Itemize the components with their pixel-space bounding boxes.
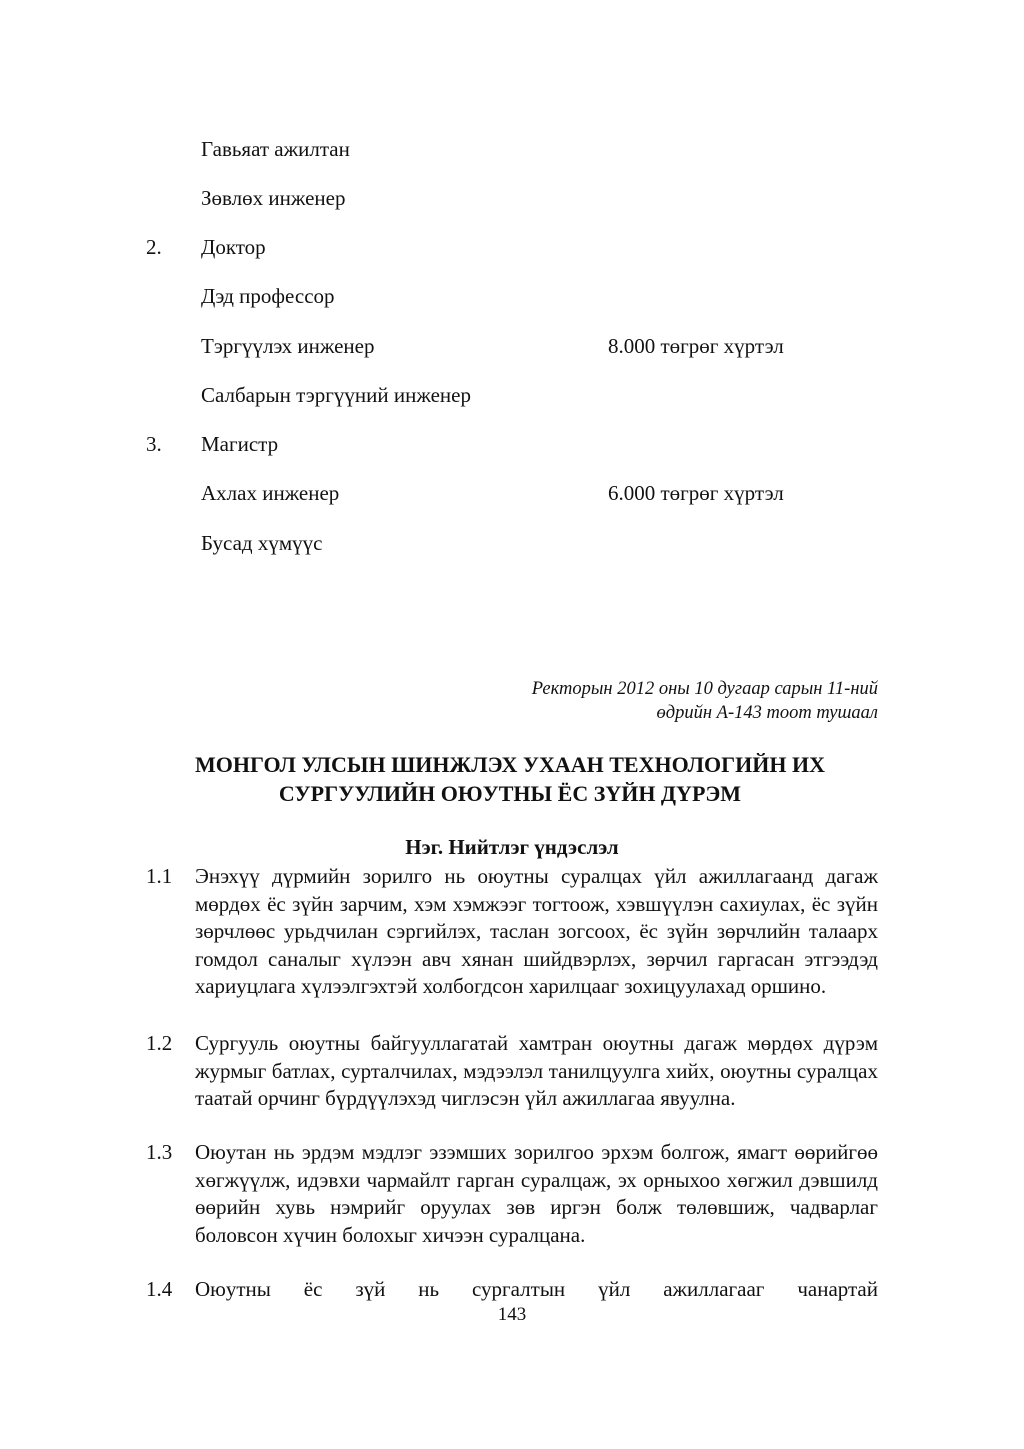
list-item-label: Салбарын тэргүүний инженер [201, 383, 471, 407]
list-item-number: 3. [146, 432, 162, 456]
page-number: 143 [497, 1304, 527, 1325]
list-item-label: Дэд профессор [201, 284, 335, 308]
section-title: Нэг. Нийтлэг үндэслэл [405, 835, 619, 859]
list-item-label: Ахлах инженер [201, 481, 340, 505]
paragraph-text: Сургууль оюутны байгууллагатай хамтран оюутны дагаж мөрдөх дүрэм журмыг батлах, сурталчилах, мэдээлэл танилцуулга хийх, оюутны суралцах таатай орчинг бүрдүүлэхэд чиглэсэн үйл ажиллагаа явуулна. [195, 1031, 878, 1111]
paragraph-text: Энэхүү дүрмийн зорилго нь оюутны суралцах үйл ажиллагаанд дагаж мөрдөх ёс зүйн зарчим, хэм хэмжээг тогтоож, хэвшүүлэн сахиулах, ёс зүйн зөрчлөөс урьдчилан сэргийлэх, таслан зогсоох, ёс зүйн зөрчлийн талаарх гомдол саналыг хүлээн авч хянан шийдвэрлэх, зөрчил гаргасан этгээдэд хариуцлага хүлээлгэхтэй холбогдсон харилцааг зохицуулахад оршино. [195, 864, 878, 999]
list-item-value: 6.000 төгрөг хүртэл [608, 481, 784, 505]
paragraph-text: Оюутан нь эрдэм мэдлэг эзэмших зорилгоо эрхэм болгож, ямагт өөрийгөө хөгжүүлж, идэвхи чармайлт гарган суралцаж, эх орныхоо хөгжил дэвшилд өөрийн хувь нэмрийг оруулах зөв иргэн болж төлөвшиж, чадварлаг боловсон хүчин болохыг хичээн суралцана. [195, 1140, 878, 1247]
list-item-label: Тэргүүлэх инженер [201, 334, 375, 358]
order-reference-line2: өдрийн А-143 тоот тушаал [656, 703, 878, 723]
list-item-label: Бусад хүмүүс [201, 531, 323, 555]
list-item-number: 2. [146, 235, 162, 259]
list-item-label: Зөвлөх инженер [201, 186, 346, 210]
paragraph-number: 1.1 [146, 864, 173, 888]
paragraph-number: 1.2 [146, 1031, 173, 1055]
list-item-label: Доктор [201, 235, 266, 259]
document-title-line1: МОНГОЛ УЛСЫН ШИНЖЛЭХ УХААН ТЕХНОЛОГИЙН ИХ [195, 752, 825, 777]
list-item-label: Магистр [201, 432, 279, 456]
list-item-value: 8.000 төгрөг хүртэл [608, 334, 784, 358]
document-title-line2: СУРГУУЛИЙН ОЮУТНЫ ЁС ЗҮЙН ДҮРЭМ [278, 781, 742, 806]
paragraph-number: 1.3 [146, 1140, 173, 1164]
paragraph-number: 1.4 [146, 1277, 173, 1301]
order-reference-line1: Ректорын 2012 оны 10 дугаар сарын 11-ний [531, 679, 878, 699]
paragraph-text: Оюутны ёс зүй нь сургалтын үйл ажиллагааг чанартай [195, 1277, 878, 1301]
list-item-label: Гавьяат ажилтан [201, 137, 350, 161]
